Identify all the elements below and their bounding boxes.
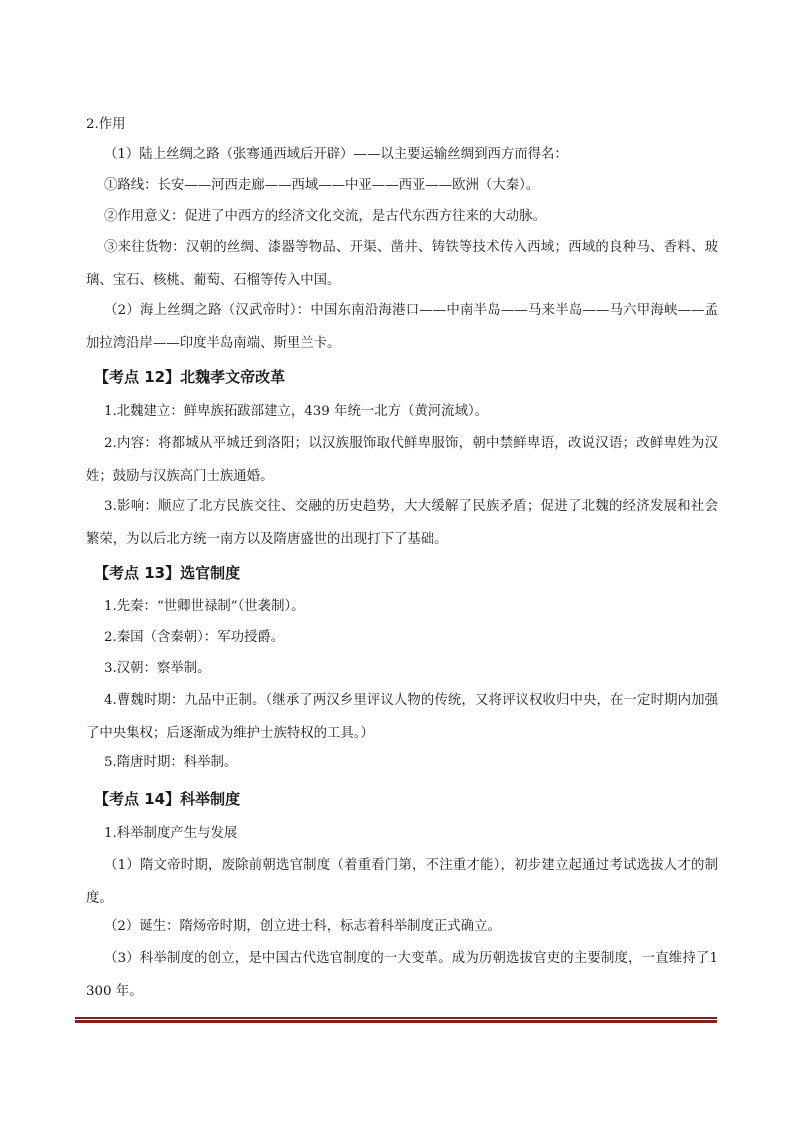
point14-sub2: （2）诞生：隋炀帝时期，创立进士科，标志着科举制度正式确立。	[104, 919, 501, 934]
point13-item5: 5.隋唐时期：科举制。	[104, 755, 238, 770]
goods-text: ③来往货物：汉朝的丝绸、漆器等物品、开渠、凿井、铸铁等技术传入西域；西域的良种马、香料、玻璃、宝石、核桃、葡萄、石榴等传入中国。	[86, 240, 718, 288]
point12-title: 【考点 12】北魏孝文帝改革	[94, 368, 286, 386]
significance-text: ②作用意义：促进了中西方的经济文化交流，是古代东西方往来的大动脉。	[104, 209, 546, 224]
point14-sub1: （1）隋文帝时期，废除前朝选官制度（着重看门第，不注重才能），初步建立起通过考试选拔人才的制度。	[86, 858, 718, 906]
point14-item1: 1.科举制度产生与发展	[104, 826, 238, 841]
point14-title: 【考点 14】科举制度	[94, 790, 241, 808]
land-silk-road: （1）陆上丝绸之路（张骞通西域后开辟）——以主要运输丝绸到西方而得名：	[104, 147, 568, 162]
footer-divider	[75, 1017, 717, 1023]
point12-item2: 2.内容：将都城从平城迁到洛阳；以汉族服饰取代鲜卑服饰，朝中禁鲜卑语，改说汉语；改鲜卑姓为汉姓；鼓励与汉族高门士族通婚。	[86, 436, 718, 484]
point12-item3: 3.影响：顺应了北方民族交往、交融的历史趋势，大大缓解了民族矛盾；促进了北魏的经济发展和社会繁荣，为以后北方统一南方以及隋唐盛世的出现打下了基础。	[86, 499, 718, 547]
point13-item2: 2.秦国（含秦朝）：军功授爵。	[104, 630, 285, 645]
point12-item1: 1.北魏建立：鲜卑族拓跋部建立，439 年统一北方（黄河流域）。	[104, 404, 489, 419]
point13-title: 【考点 13】选官制度	[94, 564, 241, 582]
point13-item1: 1.先秦：“世卿世禄制”（世袭制）。	[104, 599, 305, 614]
sea-silk-road: （2）海上丝绸之路（汉武帝时）：中国东南沿海港口——中南半岛——马来半岛——马六甲海峡——孟加拉湾沿岸——印度半岛南端、斯里兰卡。	[86, 303, 718, 351]
point13-item3: 3.汉朝：察举制。	[104, 661, 211, 676]
point13-item4: 4.曹魏时期：九品中正制。（继承了两汉乡里评议人物的传统，又将评议权收归中央，在一定时期内加强了中央集权；后逐渐成为维护士族特权的工具。）	[86, 693, 718, 741]
section-heading: 2.作用	[86, 117, 126, 132]
route-text: ①路线：长安——河西走廊——西域——中亚——西亚——欧洲（大秦）。	[104, 178, 540, 193]
point14-sub3: （3）科举制度的创立，是中国古代选官制度的一大变革。成为历朝选拔官吏的主要制度，一直维持了1300 年。	[86, 951, 718, 999]
